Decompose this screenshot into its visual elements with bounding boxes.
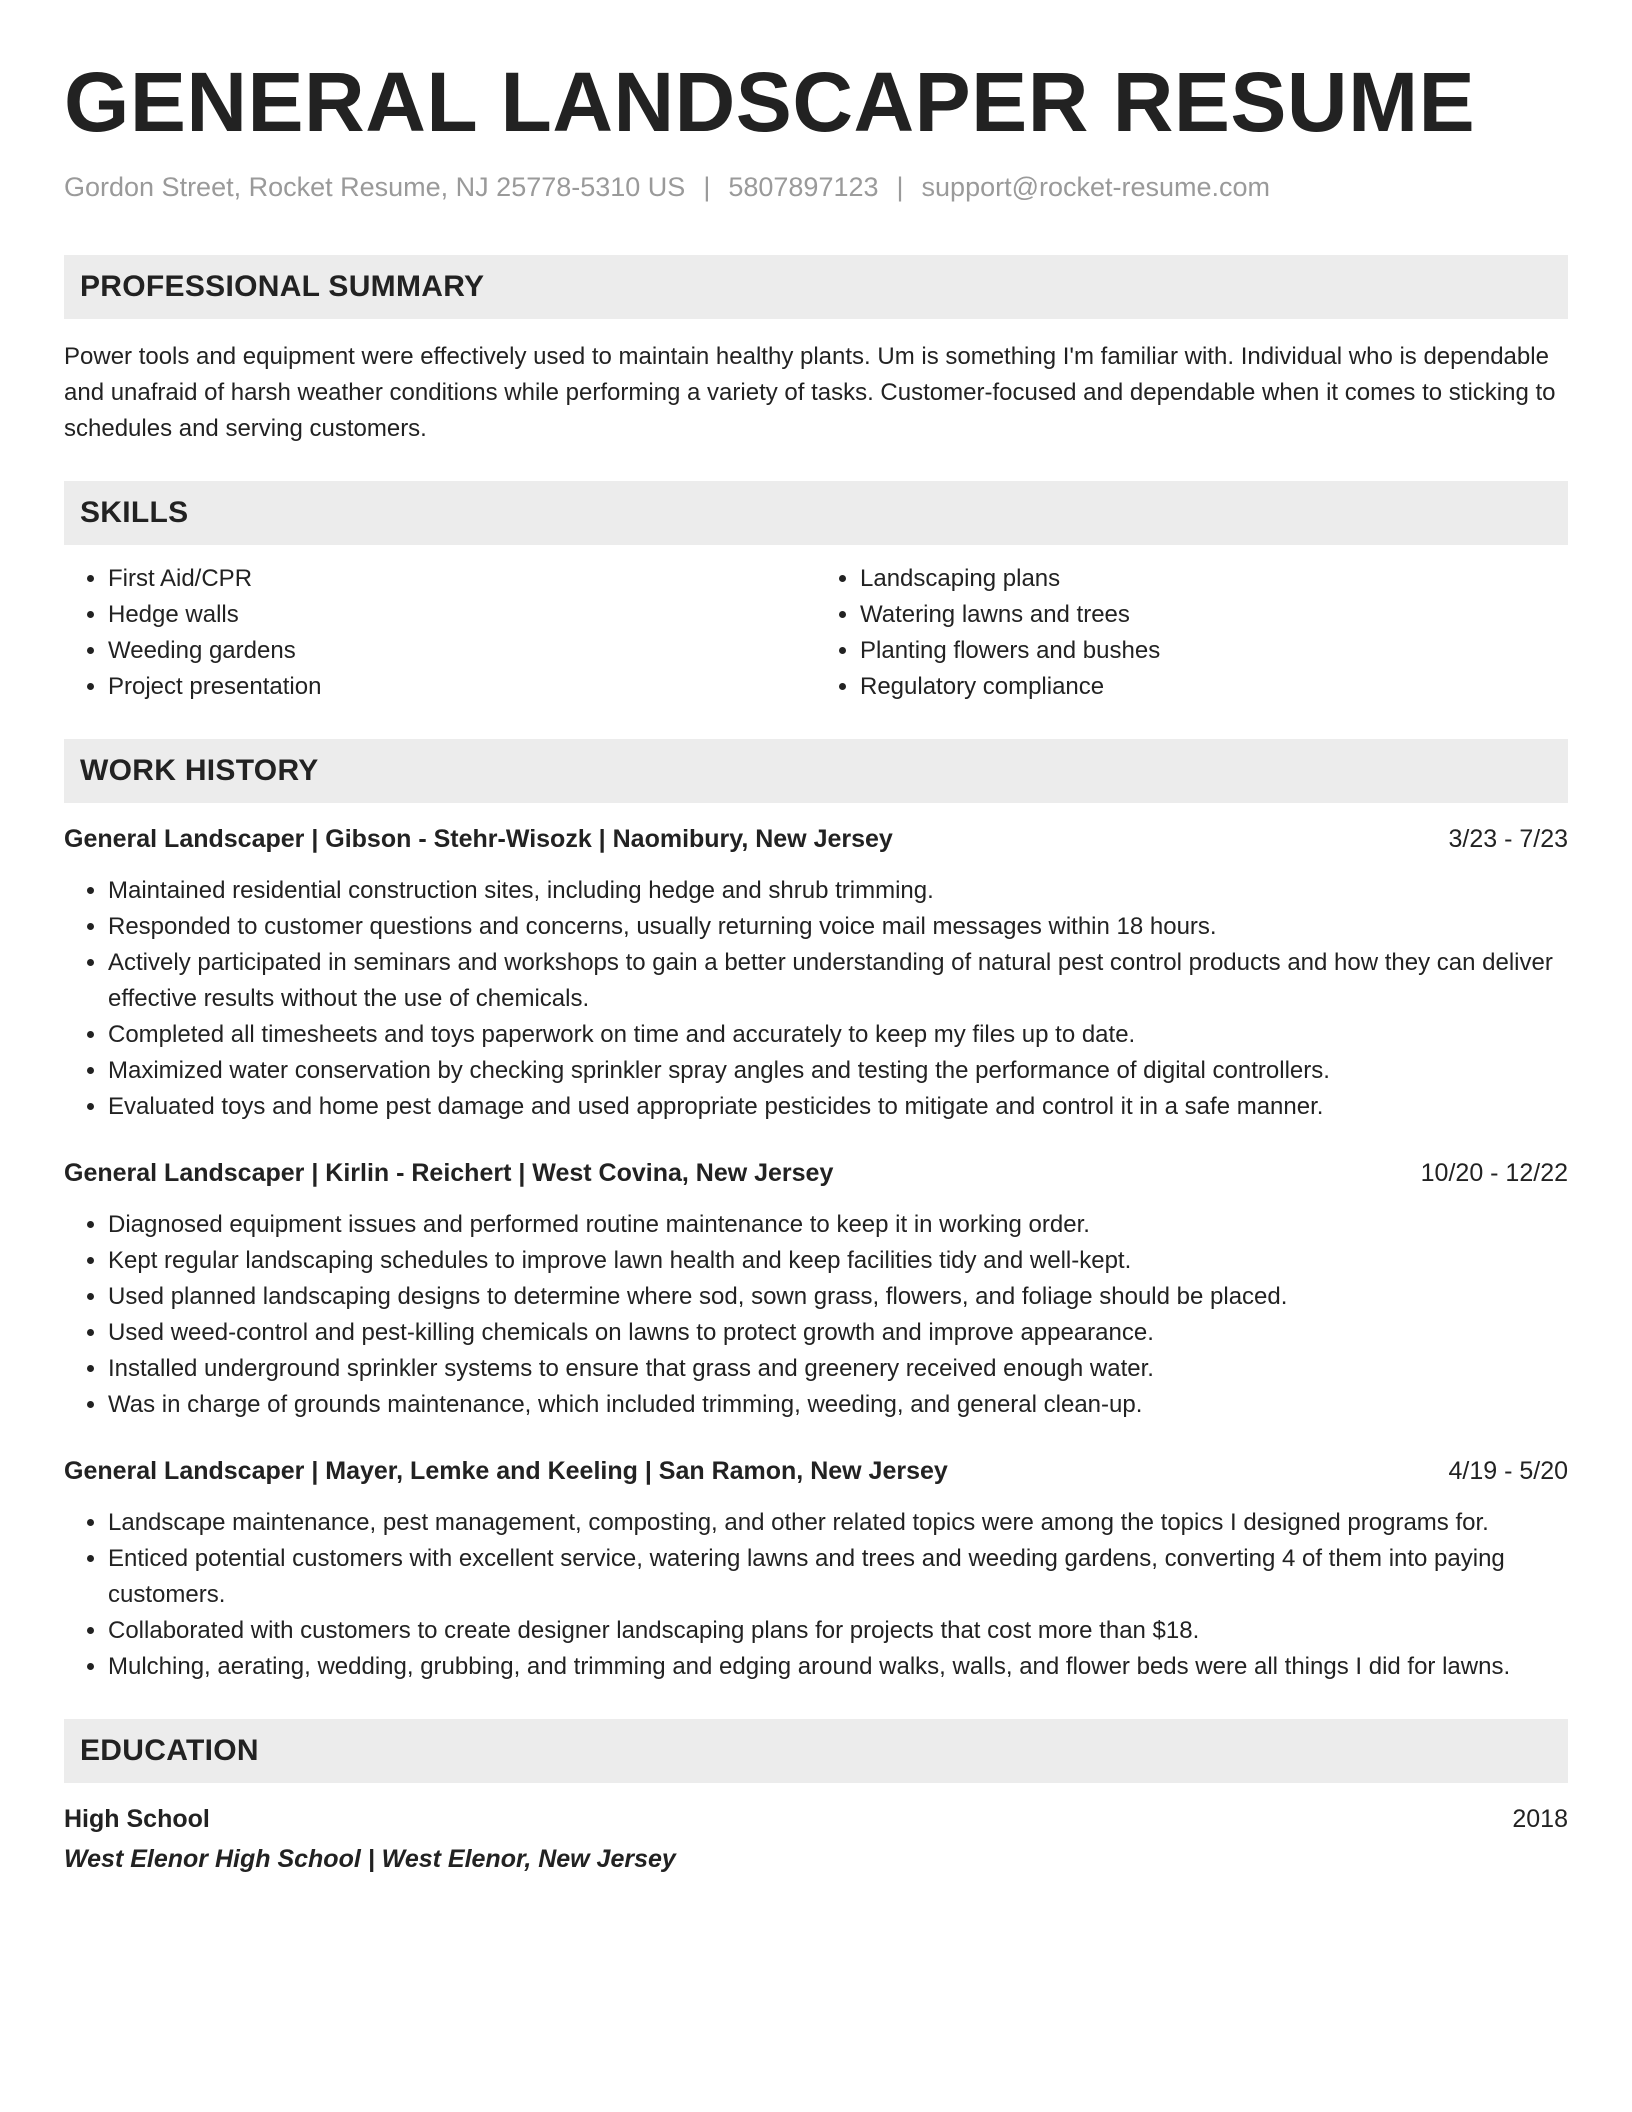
skill-item: • Hedge walls bbox=[108, 597, 816, 633]
job-bullet: • Installed underground sprinkler systems to ensure that grass and greenery received enough water. bbox=[108, 1351, 1568, 1387]
skill-item: • Weeding gardens bbox=[108, 633, 816, 669]
skills-grid bbox=[64, 561, 1568, 705]
skill-item: • Project presentation bbox=[108, 669, 816, 705]
contact-separator: | bbox=[896, 172, 904, 203]
contact-email: support@rocket-resume.com bbox=[921, 172, 1271, 203]
job-entry bbox=[64, 821, 1568, 1125]
education-header bbox=[64, 1801, 1568, 1837]
job-header bbox=[64, 1155, 1568, 1191]
skill-item: • Regulatory compliance bbox=[860, 669, 1568, 705]
job-title: General Landscaper | Mayer, Lemke and Keeling | San Ramon, New Jersey bbox=[64, 1457, 948, 1486]
job-dates: 4/19 - 5/20 bbox=[1448, 1457, 1568, 1486]
job-bullet: • Collaborated with customers to create designer landscaping plans for projects that cost more than $18. bbox=[108, 1613, 1568, 1649]
skills-column-right bbox=[816, 561, 1568, 705]
job-entry bbox=[64, 1453, 1568, 1685]
education-year: 2018 bbox=[1512, 1805, 1568, 1834]
contact-line bbox=[64, 172, 1568, 203]
job-bullet: • Kept regular landscaping schedules to improve lawn health and keep facilities tidy and well-kept. bbox=[108, 1243, 1568, 1279]
summary-heading: PROFESSIONAL SUMMARY bbox=[64, 255, 1568, 319]
job-header bbox=[64, 821, 1568, 857]
job-bullet: • Used weed-control and pest-killing chemicals on lawns to protect growth and improve appearance. bbox=[108, 1315, 1568, 1351]
job-bullet: • Enticed potential customers with excellent service, watering lawns and trees and weeding gardens, converting 4 of them into paying customers. bbox=[108, 1541, 1568, 1613]
job-bullet: • Maximized water conservation by checking sprinkler spray angles and testing the performance of digital controllers. bbox=[108, 1053, 1568, 1089]
skills-column-left bbox=[64, 561, 816, 705]
skill-item: • First Aid/CPR bbox=[108, 561, 816, 597]
job-dates: 10/20 - 12/22 bbox=[1420, 1159, 1568, 1188]
skills-heading: SKILLS bbox=[64, 481, 1568, 545]
job-bullet: • Mulching, aerating, wedding, grubbing, and trimming and edging around walks, walls, and flower beds were all things I did for lawns. bbox=[108, 1649, 1568, 1685]
skill-item: • Watering lawns and trees bbox=[860, 597, 1568, 633]
job-bullet: • Completed all timesheets and toys paperwork on time and accurately to keep my files up to date. bbox=[108, 1017, 1568, 1053]
work-history-heading: WORK HISTORY bbox=[64, 739, 1568, 803]
job-bullet: • Maintained residential construction sites, including hedge and shrub trimming. bbox=[108, 873, 1568, 909]
contact-phone: 5807897123 bbox=[728, 172, 879, 203]
skill-item: • Planting flowers and bushes bbox=[860, 633, 1568, 669]
job-bullet: • Diagnosed equipment issues and performed routine maintenance to keep it in working order. bbox=[108, 1207, 1568, 1243]
education-heading: EDUCATION bbox=[64, 1719, 1568, 1783]
skill-item: • Landscaping plans bbox=[860, 561, 1568, 597]
resume-title: GENERAL LANDSCAPER RESUME bbox=[64, 55, 1476, 149]
job-dates: 3/23 - 7/23 bbox=[1448, 825, 1568, 854]
contact-separator: | bbox=[703, 172, 711, 203]
job-bullet: • Was in charge of grounds maintenance, which included trimming, weeding, and general clean-up. bbox=[108, 1387, 1568, 1423]
job-bullet: • Actively participated in seminars and workshops to gain a better understanding of natural pest control products and how they can deliver effective results without the use of chemicals. bbox=[108, 945, 1568, 1017]
education-school: West Elenor High School | West Elenor, New Jersey bbox=[64, 1845, 676, 1874]
job-bullet: • Responded to customer questions and concerns, usually returning voice mail messages within 18 hours. bbox=[108, 909, 1568, 945]
summary-text: Power tools and equipment were effectively used to maintain healthy plants. Um is something I'm familiar with. Individual who is dependable and unafraid of harsh weather conditions while performing a variety of tasks. Customer-focused and dependable when it comes to sticking to schedules and serving customers. bbox=[64, 343, 1556, 443]
job-bullet: • Landscape maintenance, pest management, composting, and other related topics were among the topics I designed programs for. bbox=[108, 1505, 1568, 1541]
job-bullets bbox=[64, 1207, 1568, 1423]
job-entry bbox=[64, 1155, 1568, 1423]
education-entry bbox=[64, 1801, 1568, 1877]
contact-address: Gordon Street, Rocket Resume, NJ 25778-5310 US bbox=[64, 172, 686, 203]
job-header bbox=[64, 1453, 1568, 1489]
job-bullet: • Evaluated toys and home pest damage and used appropriate pesticides to mitigate and control it in a safe manner. bbox=[108, 1089, 1568, 1125]
job-bullets bbox=[64, 1505, 1568, 1685]
job-bullet: • Used planned landscaping designs to determine where sod, sown grass, flowers, and foliage should be placed. bbox=[108, 1279, 1568, 1315]
job-title: General Landscaper | Kirlin - Reichert | West Covina, New Jersey bbox=[64, 1159, 834, 1188]
job-bullets bbox=[64, 873, 1568, 1125]
job-title: General Landscaper | Gibson - Stehr-Wisozk | Naomibury, New Jersey bbox=[64, 825, 893, 854]
education-degree: High School bbox=[64, 1805, 210, 1834]
